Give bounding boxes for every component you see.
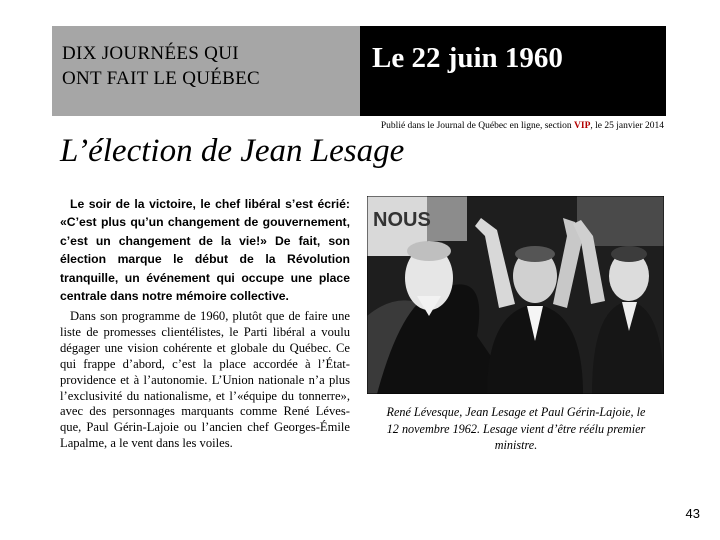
series-title-line1: DIX JOURNÉES QUI	[62, 43, 239, 64]
photo-illustration	[367, 196, 664, 394]
intro-paragraph: Le soir de la victoire, le chef libéral s’est écrié: «C’est plus qu’un changement de gouvernement, c’est un changement de la vie!» De fait, son élection marque le début de la Révolution tranquille, un événement qui occupe une place centrale dans notre mémoire collective.	[60, 197, 350, 304]
date-box	[360, 26, 666, 116]
credit-prefix: Publié dans le Journal de Québec en ligne, section	[380, 121, 575, 131]
photo-caption: René Lévesque, Jean Lesage et Paul Gérin-Lajoie, le 12 novembre 1962. Lesage vient d’être réélu premier ministre.	[386, 405, 646, 452]
credit-suffix: , le 25 janvier 2014	[590, 121, 664, 131]
article-title: L’élection de Jean Lesage	[60, 133, 405, 169]
historical-photo	[367, 196, 664, 394]
series-title	[62, 41, 260, 91]
series-title-box	[52, 26, 360, 116]
body-paragraph: Dans son programme de 1960, plutôt que de faire une liste de promesses clientélistes, le Parti libéral a voulu dégager une vision cohérente et globale du Québec. Ce qui frappe d’abord, c’est la place accordée à l’État-providence et à l’autonomie. L’Union nationale n’a plus l’exclusivité du nationalisme, et l’«équipe du tonnerre», avec des personnages marquants comme René Léves-que, Paul Gérin-Lajoie ou l’ancien chef Georges-Émile Lapalme, a le vent dans les voiles.	[60, 309, 350, 451]
credit-section-vip: VIP	[574, 121, 591, 131]
date-heading: Le 22 juin 1960	[372, 42, 563, 74]
series-title-line2: ONT FAIT LE QUÉBEC	[62, 68, 261, 89]
sign-text: NOUS	[373, 209, 431, 231]
publication-credit	[381, 121, 664, 131]
page-number: 43	[685, 506, 700, 521]
